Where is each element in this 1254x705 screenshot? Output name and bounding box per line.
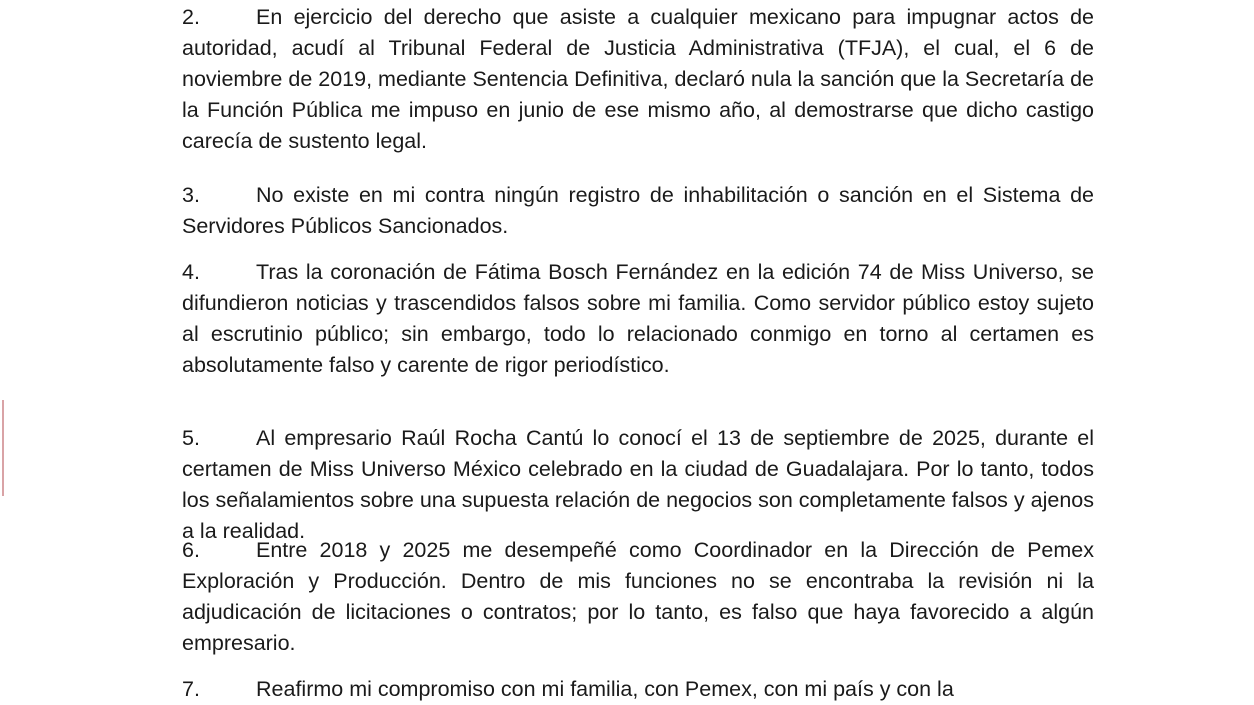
paragraph-6: [182, 535, 1094, 659]
paragraph-number: 4.: [182, 260, 200, 284]
paragraph-number: 2.: [182, 5, 200, 29]
paragraph-number: 7.: [182, 677, 200, 701]
paragraph-2: [182, 2, 1094, 157]
paragraph-text: En ejercicio del derecho que asiste a cualquier mexicano para impugnar actos de autoridad, acudí al Tribunal Federal de Justicia Administrativa (TFJA), el cual, el 6 de noviembre de 2019, mediante Sentencia Definitiva, declaró nula la sanción que la Secretaría de la Función Pública me impuso en junio de ese mismo año, al demostrarse que dicho castigo carecía de sustento legal.: [182, 5, 1094, 153]
margin-mark: [2, 400, 4, 496]
paragraph-number: 6.: [182, 538, 200, 562]
paragraph-5: [182, 423, 1094, 547]
paragraph-number: 3.: [182, 183, 200, 207]
paragraph-number: 5.: [182, 426, 200, 450]
paragraph-text: Al empresario Raúl Rocha Cantú lo conocí el 13 de septiembre de 2025, durante el certamen de Miss Universo México celebrado en la ciudad de Guadalajara. Por lo tanto, todos los señalamientos sobre una supuesta relación de negocios son completamente falsos y ajenos a la realidad.: [182, 426, 1094, 543]
paragraph-text: Entre 2018 y 2025 me desempeñé como Coordinador en la Dirección de Pemex Exploración y Producción. Dentro de mis funciones no se encontraba la revisión ni la adjudicación de licitaciones o contratos; por lo tanto, es falso que haya favorecido a algún empresario.: [182, 538, 1094, 655]
paragraph-4: [182, 257, 1094, 381]
paragraph-7: [182, 674, 1094, 705]
paragraph-text: Reafirmo mi compromiso con mi familia, con Pemex, con mi país y con la: [256, 677, 954, 701]
paragraph-text: No existe en mi contra ningún registro de inhabilitación o sanción en el Sistema de Servidores Públicos Sancionados.: [182, 183, 1094, 238]
paragraph-text: Tras la coronación de Fátima Bosch Fernández en la edición 74 de Miss Universo, se difundieron noticias y trascendidos falsos sobre mi familia. Como servidor público estoy sujeto al escrutinio público; sin embargo, todo lo relacionado conmigo en torno al certamen es absolutamente falso y carente de rigor periodístico.: [182, 260, 1094, 377]
paragraph-3: [182, 180, 1094, 242]
